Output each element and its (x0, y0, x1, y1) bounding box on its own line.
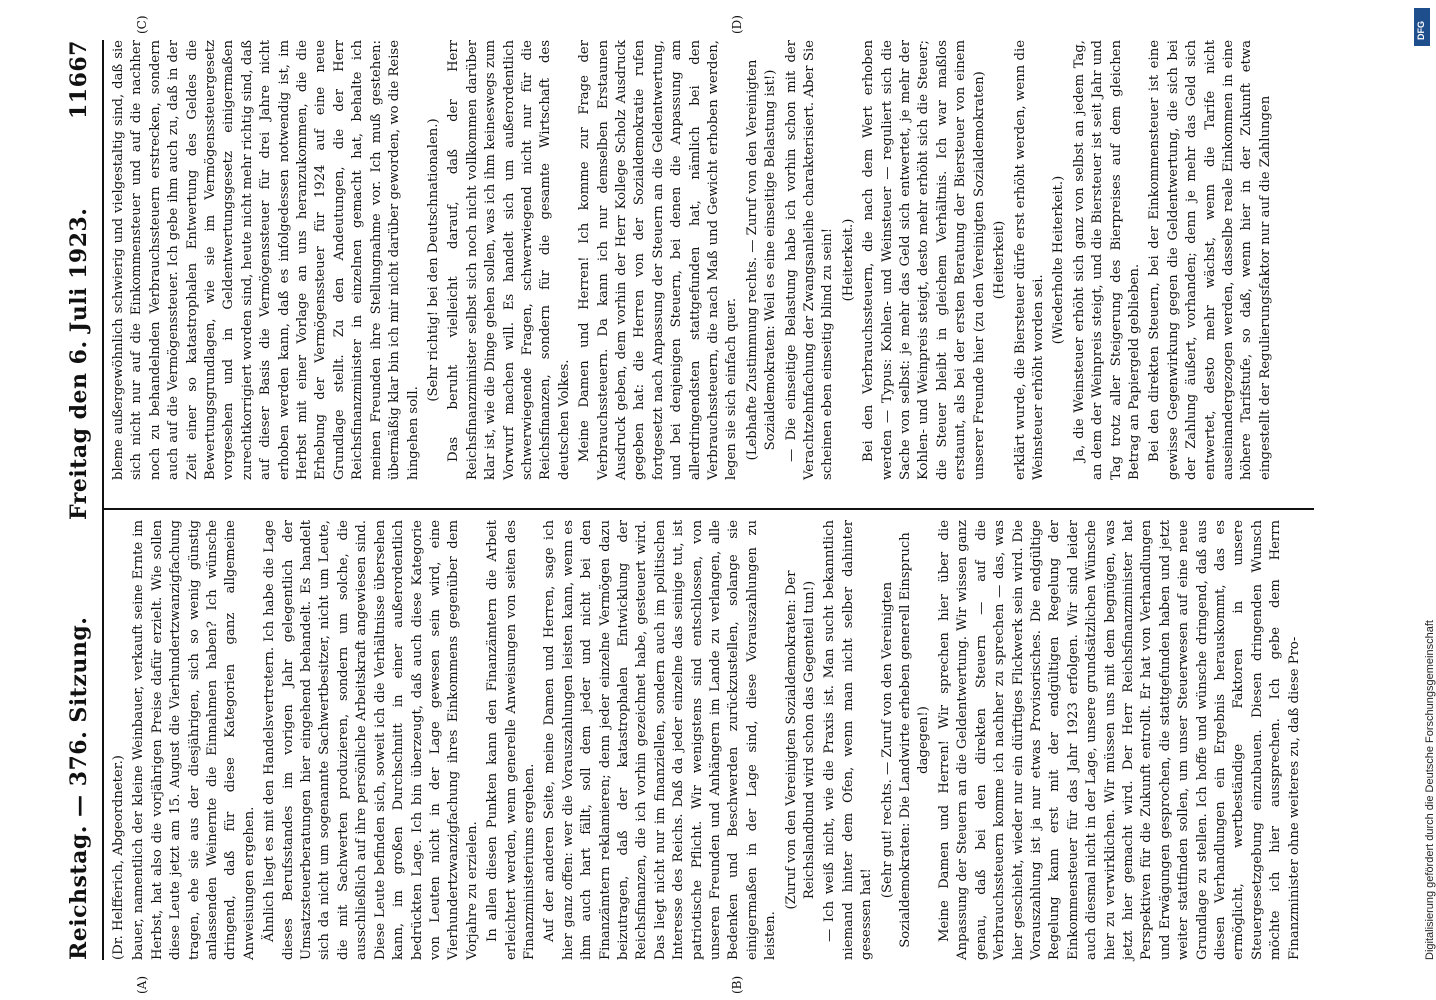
dfg-logo (1414, 8, 1430, 46)
paragraph: Bei den direkten Steuern, bei der Einkommensteuer ist eine gewisse Gegenwirkung gegen die Geldentwertung, die sich bei der Zahlung äußert, vorhanden; denn je mehr das Geld sich entwertet, desto mehr wächst, wenn die Tarife nicht auseinandergezogen werden, dasselbe reale Einkommen in eine höhere Tarifstufe, so daß, wenn hier in der Zukunft etwa eingestellt der Regulierungsfaktor nur auf die Zahlungen (1147, 40, 1273, 480)
digitization-credit (1410, 20, 1436, 980)
header-rule (102, 40, 104, 960)
digitization-credit-text: Digitalisierung gefördert durch die Deutsche Forschungsgemeinschaft (1424, 620, 1436, 960)
paragraph: — Die einseitige Belastung habe ich vorhin schon mit der Verachtzehnfachung der Zwangsanleihe charakterisiert. Aber Sie scheinen eben einseitig blind zu sein! (783, 40, 836, 480)
text-column-left (110, 520, 1310, 960)
header-center: Freitag den 6. Juli 1923. (66, 207, 92, 520)
paragraph: Meine Damen und Herren! Ich komme zur Frage der Verbrauchssteuern. Da kann ich nur demselben Erstaunen Ausdruck geben, dem vorhin der Herr Kollege Scholz Ausdruck gegeben hat: die Herren von der Sozialdemokratie rufen fortgesetzt nach Anpassung der Steuern an die Geldentwertung, und bei denjenigen Steuern, bei denen die Anpassung am allerdringendsten stattgefunden hat, nämlich bei den Verbrauchssteuern, die nach Maß und Gewicht erhoben werden, legen sie sich einfach quer. (577, 40, 740, 480)
margin-mark-c: (C) (135, 15, 149, 34)
margin-mark-d: (D) (730, 15, 744, 34)
paragraph: Auf der anderen Seite, meine Damen und Herren, sage ich hier ganz offen: wer die Vorauszahlungen leisten kann, wenn es ihm auch hart fällt, soll dem jeder und nicht bei den Finanzämtern reklamieren; denn jeder einzelne Vermögen dazu beizutragen, daß der katastrophalen Entwicklung der Reichsfinanzen, die ich vorhin gezeichnet habe, gesteuert wird. Das liegt nicht nur im finanziellen, sondern auch im politischen Interesse des Reichs. Daß da jeder einzelne das seinige tut, ist patriotische Pflicht. Wir wenigstens sind entschlossen, von unseren Freunden und Anhängern im Lande zu verlangen, alle Bedenken und Beschwerden zurückzustellen, solange sie einigermaßen in der Lage sind, diese Vorauszahlungen zu leisten. (542, 520, 779, 960)
interjection: (Sehr richtig! bei den Deutschnationalen.) (425, 118, 441, 402)
paragraph: Ja, die Weinsteuer erhöht sich ganz von selbst an jedem Tag, an dem der Weinpreis steigt, und die Biersteuer ist seit Jahr und Tag trotz aller Steigerung des Bierpreises auf dem gleichen Betrag an Papiergeld geblieben. (1071, 40, 1142, 480)
interjection: (Lebhafte Zustimmung rechts. — Zuruf von den Vereinigten Sozialdemokraten: Weil es eine einseitige Belastung ist!) (744, 59, 779, 461)
paragraph: erklärt wurde, die Biersteuer dürfe erst erhöht werden, wenn die Weinsteuer erhöht worden sei. (1012, 40, 1046, 480)
paragraph: Bei den Verbrauchssteuern, die nach dem Wert erhoben werden — Typus: Kohlen- und Weinsteuer — reguliert sich die Sache von selbst: je mehr das Geld sich entwertet, je mehr der Kohlen- und Weinpreis steigt, desto mehr erhöht sich die Steuer; die Steuer bleibt in gleichem Verhältnis. Ich war maßlos erstaunt, als bei der ersten Beratung der Biersteuer von einem unserer Freunde hier (zu den Vereinigten Sozialdemokraten) (861, 40, 987, 480)
interjection: (Zuruf von den Vereinigten Sozialdemokraten: Der Reichslandbund wird schon das Gegenteil tun!) (783, 570, 818, 910)
paragraph: — Ich weiß nicht, wie die Praxis ist. Man sucht bekanntlich niemand hinter dem Ofen, wenn man nicht selber dahinter gesessen hat! (822, 520, 875, 960)
interjection: (Heiterkeit.) (840, 218, 856, 302)
paragraph: Ähnlich liegt es mit den Handelsvertretern. Ich habe die Lage dieses Berufsstandes im vorigen Jahr gelegentlich der Umsatzsteuerberatungen hier eingehend behandelt. Es handelt sich da nicht um sogenannte Sachwertbesitzer, nicht um Leute, die mit Sachwerten produzieren, sondern um solche, die ausschließlich auf ihre persönliche Arbeitskraft angewiesen sind. Diese Leute befinden sich, soweit ich die Verhältnisse übersehen kann, im großen Durchschnitt in einer außerordentlich bedrückten Lage. Ich bin überzeugt, daß auch diese Kategorie von Leuten nicht in der Lage gewesen sein wird, eine Vierhundertzwanzigfachung ihres Einkommens gegenüber dem Vorjahre zu erzielen. (262, 520, 480, 960)
page-number: 11667 (66, 40, 92, 120)
header-left: Reichstag. — 376. Sitzung. (66, 616, 92, 960)
text-column-right (110, 40, 1310, 480)
interjection: (Heiterkeit) (992, 220, 1008, 300)
speaker-line: (Dr. Helfferich, Abgeordneter.) (111, 755, 126, 960)
dfg-logo-text: DFG (1416, 21, 1426, 40)
margin-mark-a: (A) (135, 975, 149, 994)
paragraph: Meine Damen und Herren! Wir sprechen hier über die Anpassung der Steuern an die Geldentwertung. Wir wissen ganz genau, daß bei den direkten Steuern — auf die Verbrauchssteuern komme ich nachher zu sprechen — das, was hier geschieht, wieder nur ein dürftiges Flickwerk sein wird. Die Vorauszahlung ist ja nur etwas Provisorisches. Die endgültige Regelung kann erst mit der endgültigen Regelung der Einkommensteuer für das Jahr 1923 erfolgen. Wir sind leider auch diesmal nicht in der Lage, unsere grundsätzlichen Wünsche hier zu verwirklichen. Wir müssen uns mit dem begnügen, was jetzt hier gemacht wird. Der Herr Reichsfinanzminister hat Perspektiven für die Zukunft entrollt. Er hat von Verhandlungen und Erwägungen gesprochen, die stattgefunden haben und jetzt weiter stattfinden sollen, um unser Steuerwesen auf eine neue Grundlage zu stellen. Ich hoffe und wünsche dringend, daß aus diesen Verhandlungen ein Ergebnis herauskommt, das es ermöglicht, wertbeständige Faktoren in unsere Steuergesetzgebung einzubauen. Diesen dringenden Wunsch möchte ich hier aussprechen. Ich gebe dem Herrn Finanzminister ohne weiteres zu, daß diese Pro- (936, 520, 1302, 960)
margin-mark-b: (B) (730, 975, 744, 994)
paragraph: bleme außergewöhnlich schwierig und vielgestaltig sind, daß sie sich nicht nur auf die Einkommensteuer und auf die nachher noch zu behandelnden Verbrauchssteuern erstrecken, sondern auch auf die Vermögenssteuer. Ich gebe ihm auch zu, daß in der Zeit einer so katastrophalen Entwertung des Geldes die Bewertungsgrundlagen, wie sie im Vermögenssteuergesetz vorgesehen und in Geldentwertungsgesetz einigermaßen zurechtkorrigiert worden sind, heute nicht mehr richtig sind, daß auf dieser Basis die Vermögenssteuer für drei Jahre nicht erhoben werden kann, daß es infolgedessen notwendig ist, im Herbst mit einer Vorlage an uns heranzukommen, die die Erhebung der Vermögenssteuer für 1924 auf eine neue Grundlage stellt. Zu den Andeutungen, die der Herr Reichsfinanzminister in einzelnen gemacht hat, behalte ich meinen Freunden ihre Stellungnahme vor. Ich muß gestehen: übermäßig klar bin ich mir nicht darüber geworden, wo die Reise hingehen soll. (111, 40, 421, 480)
interjection: (Sehr gut! rechts. — Zuruf von den Vereinigten Sozialdemokraten: Die Landwirte erheben generell Einspruch dagegen!) (879, 532, 932, 948)
column-divider (104, 508, 1314, 510)
paragraph: Das beruht vielleicht darauf, daß der Herr Reichsfinanzminister selbst sich noch nicht vollkommen darüber klar ist, wie die Dinge gehen sollen, was ich ihm keineswegs zum Vorwurf machen will. Es handelt sich um außerordentlich schwerwiegende Fragen, schwerwiegend nicht nur für die Reichsfinanzen, sondern für die gesamte Wirtschaft des deutschen Volkes. (446, 40, 572, 480)
interjection: (Wiederholte Heiterkeit.) (1051, 175, 1067, 345)
paragraph: In allen diesen Punkten kann den Finanzämtern die Arbeit erleichtert werden, wenn generelle Anweisungen von seiten des Finanzministeriums ergehen. (485, 520, 537, 960)
paragraph: bauer, namentlich der kleine Weinbauer, verkauft seine Ernte im Herbst, hat also die vorjährigen Preise dafür erzielt. Wie sollen diese Leute jetzt am 15. August die Vierhundertzwanzigfachung tragen, ehe sie aus der diesjährigen, sich so wenig günstig anlassenden Weinernte die Einnahmen haben? Ich wünsche dringend, daß für diese Kategorien ganz allgemeine Anweisungen ergehen. (131, 520, 257, 960)
page-header (60, 40, 100, 960)
